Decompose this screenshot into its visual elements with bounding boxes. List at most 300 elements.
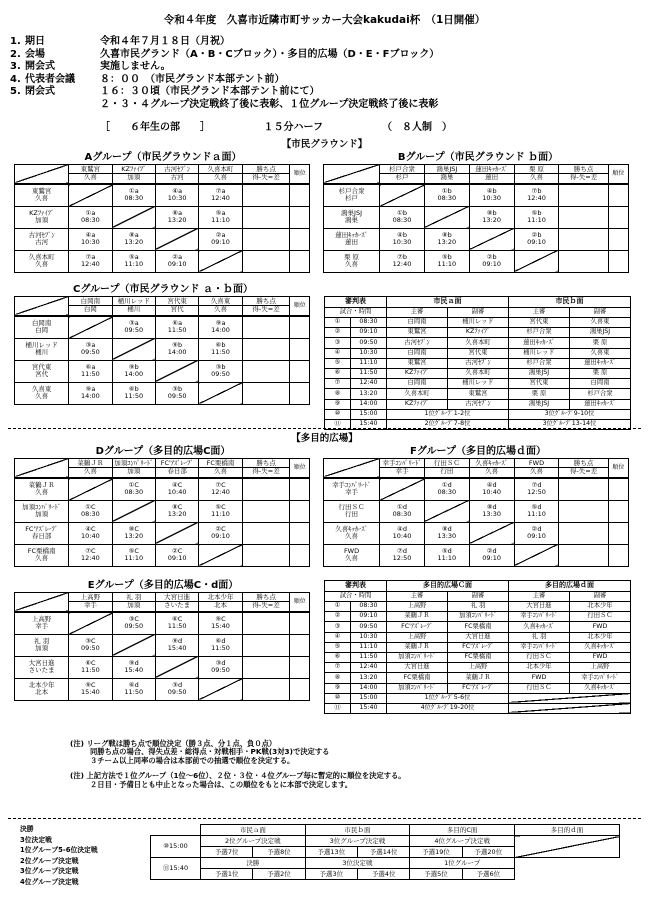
- referee: 上高野: [387, 632, 448, 642]
- team-name: 鴻巣JSJ: [341, 209, 363, 218]
- self-match-cell: [199, 250, 242, 272]
- table-row: [15, 544, 310, 566]
- match-cell: [155, 184, 198, 206]
- final-blank: [515, 858, 620, 880]
- team-name: 行田ＳＣ: [425, 460, 469, 468]
- match-cell: [69, 228, 112, 250]
- referee: 加須ｺﾝﾊﾟﾘｰﾄﾞ: [387, 683, 448, 693]
- team-city: 古河: [170, 173, 184, 182]
- match-number: ⑥a: [172, 319, 183, 328]
- final-list-item: 3位グループ決定戦: [20, 867, 79, 876]
- match-cell: [424, 228, 469, 250]
- referee: 礼 羽: [509, 632, 570, 642]
- team-name: KZﾌｧｲﾌﾞ: [113, 166, 155, 174]
- match-time: 10:30: [392, 238, 412, 246]
- final-col-head: 市民ａ面: [201, 825, 306, 836]
- match-time: 09:50: [211, 370, 230, 378]
- match-time: 09:10: [167, 554, 187, 562]
- match-time: 13:30: [437, 532, 457, 540]
- match-cell: [514, 522, 559, 544]
- table-row: [325, 642, 631, 652]
- team-header: [469, 164, 514, 184]
- team-name: FC栗橋南: [199, 460, 241, 468]
- group-table: [323, 458, 629, 567]
- match-time: 13:30: [482, 510, 502, 518]
- division-subtitle: [100, 122, 452, 134]
- referee: 北本少年: [509, 663, 570, 673]
- self-match-cell: [469, 522, 514, 544]
- match-cell: [514, 206, 559, 228]
- team-header: [112, 592, 155, 612]
- final-heading: 決勝: [20, 825, 34, 833]
- match-time: 11:10: [527, 510, 546, 518]
- points-cell: [242, 250, 290, 272]
- court-b-head: 多目的広場ｄ面: [509, 581, 631, 592]
- team-name: 礼 羽: [34, 637, 50, 646]
- team-city: 幸手: [83, 601, 97, 610]
- match-cell: [424, 184, 469, 206]
- self-match-cell: [380, 478, 425, 500]
- rank-cell: [290, 382, 310, 404]
- team-city: 久喜: [345, 554, 359, 562]
- team-city: 久喜: [35, 488, 49, 497]
- team-name: 蓮田ｷｯｶｰｽﾞ: [335, 231, 368, 240]
- match-cell: [380, 544, 425, 566]
- match-number: ④C: [85, 525, 96, 534]
- match-time: 10:30: [167, 194, 187, 203]
- team-header: [514, 164, 559, 184]
- row-team: [324, 228, 380, 250]
- match-time: 14:00: [167, 348, 187, 356]
- row-team: [15, 678, 69, 700]
- rank-cell: [608, 500, 628, 522]
- final-seed: 予選8位: [253, 847, 305, 858]
- row-team: [15, 634, 69, 656]
- table-row: [325, 663, 631, 673]
- match-number: ⑦: [325, 379, 351, 389]
- match-cell: [69, 500, 112, 522]
- match-number: ①a: [128, 187, 139, 196]
- match-number: ③C: [128, 615, 139, 624]
- match-number: ⑤d: [531, 503, 542, 512]
- referee: [509, 703, 631, 713]
- match-number: ⑧b: [486, 209, 497, 218]
- match-cell: [199, 206, 242, 228]
- referee: FWD: [570, 652, 631, 662]
- row-team: [15, 522, 69, 544]
- referee: 桶川レッド: [448, 379, 509, 389]
- team-city: 久喜: [35, 554, 49, 562]
- half-length: １５分ハーフ: [263, 122, 323, 133]
- match-number: ⑦C: [85, 547, 96, 556]
- table-row: [325, 683, 631, 693]
- info-row: [10, 99, 439, 112]
- match-time: 11:50: [351, 368, 387, 378]
- rank-cell: [290, 634, 310, 656]
- referee: 久喜ｷｯｶｰｽﾞ: [570, 642, 631, 652]
- team-name: 久喜本町: [199, 166, 241, 174]
- group-f: [323, 446, 633, 567]
- points-cell: [242, 206, 290, 228]
- referee: 宮代東: [509, 379, 570, 389]
- group-b-title: Bグループ（市民グラウンド ｂ面）: [397, 152, 559, 163]
- team-header: [199, 296, 242, 316]
- group-d: [14, 446, 312, 567]
- self-match-cell: [424, 500, 469, 522]
- rank-cell: [290, 338, 310, 360]
- referee: [509, 693, 631, 703]
- referee-table: [324, 296, 631, 430]
- team-name: 久喜本町: [28, 253, 55, 262]
- match-cell: [69, 206, 112, 228]
- team-name: 菜鶴ＪＲ: [28, 481, 55, 490]
- info-row: [10, 61, 439, 74]
- venue-heading-shimin: 【市民グラウンド】: [281, 139, 368, 150]
- referee: 蓮田ｷｯｶｰｽﾞ: [509, 338, 570, 348]
- match-number: ④C: [171, 481, 183, 490]
- row-team: [15, 500, 69, 522]
- match-number: ⑧d: [441, 525, 452, 534]
- match-number: ⑨: [325, 399, 351, 409]
- match-cell: [112, 522, 155, 544]
- team-city: 久喜: [35, 194, 49, 203]
- match-number: ⑤a: [128, 253, 139, 262]
- team-city: 久喜: [345, 532, 359, 540]
- match-number: ②a: [215, 231, 226, 240]
- team-city: 加須: [35, 644, 49, 652]
- info-row: [10, 86, 439, 99]
- referee: 久喜ｷｯｶｰｽﾞ: [570, 683, 631, 693]
- team-city: 久喜: [214, 467, 228, 476]
- table-row: [325, 348, 631, 358]
- group-a-title: Aグループ（市民グラウンドａ面）: [84, 152, 242, 163]
- final-seed: 予選14位: [357, 847, 409, 858]
- final-match: 決勝: [201, 858, 306, 869]
- match-time-head: 試合・時間: [325, 592, 387, 602]
- match-number: ③a: [128, 319, 139, 328]
- info-number: 1.: [10, 36, 21, 47]
- team-city: 白岡: [35, 326, 49, 335]
- points-cell: [242, 634, 290, 656]
- match-number: ⑤a: [215, 209, 226, 218]
- match-time: 10:30: [351, 632, 387, 642]
- team-city: 桶川: [127, 305, 141, 314]
- referee: 宮代東: [448, 348, 509, 358]
- self-match-cell: [69, 184, 112, 206]
- corner-cell: [15, 164, 69, 184]
- match-time: 14:00: [124, 370, 144, 378]
- team-name: 北本少年: [199, 594, 241, 602]
- rank-cell: [290, 184, 310, 206]
- match-number: ⑤b: [441, 253, 452, 262]
- referee: 久喜本町: [387, 389, 448, 399]
- match-time: 15:40: [124, 666, 144, 674]
- venue-heading-tamokuteki: 【多目的広場】: [291, 433, 358, 444]
- match-number: ⑦a: [215, 187, 226, 196]
- team-name: 久喜ｷｯｶｰｽﾞ: [335, 525, 368, 534]
- match-time: 13:20: [167, 216, 187, 224]
- match-number: ②C: [215, 525, 226, 534]
- table-row: [15, 206, 310, 228]
- self-match-cell: [112, 338, 155, 360]
- team-header: [469, 458, 514, 478]
- match-time: 12:40: [211, 488, 230, 497]
- match-time: 08:30: [81, 510, 100, 518]
- table-row: [15, 360, 310, 382]
- match-cell: [424, 544, 469, 566]
- team-city: さいたま: [164, 601, 191, 610]
- match-cell: [155, 382, 198, 404]
- match-cell: [69, 250, 112, 272]
- match-cell: [424, 522, 469, 544]
- team-city: 加須: [35, 510, 49, 518]
- goals-label: 得-失=差: [252, 601, 280, 610]
- match-number: ⑥C: [85, 659, 96, 668]
- rank-cell: [608, 206, 628, 228]
- match-cell: [469, 500, 514, 522]
- match-time: 09:10: [482, 260, 502, 268]
- self-match-cell: [155, 656, 198, 678]
- table-row: [325, 409, 631, 419]
- team-header: [155, 592, 198, 612]
- rank-cell: [290, 612, 310, 634]
- final-seed: 予選5位: [410, 869, 462, 880]
- match-time: 11:50: [167, 622, 187, 631]
- team-city: 宮代: [35, 370, 49, 378]
- match-number: ⑤: [325, 642, 351, 652]
- info-number: 4.: [10, 73, 21, 85]
- team-name: 行田ＳＣ: [338, 503, 365, 512]
- rank-header: 順位: [290, 164, 310, 184]
- match-cell: [69, 360, 112, 382]
- self-match-cell: [380, 184, 425, 206]
- match-time: 15:40: [351, 703, 387, 713]
- note-line: 同勝ち点の場合、得失点差・総得点・対戦相手・PK戦(3対3)で決定する: [90, 747, 330, 757]
- team-name: 杉戸合衆: [338, 187, 365, 196]
- match-number: ⑥b: [215, 341, 226, 350]
- match-number: ②C: [171, 547, 183, 556]
- final-match: 3位グループ決定戦: [305, 836, 410, 847]
- match-number: ③a: [85, 341, 96, 350]
- referee: 白岡南: [387, 318, 448, 328]
- self-match-cell: [69, 478, 112, 500]
- match-cell: [514, 228, 559, 250]
- info-number: 5.: [10, 86, 21, 97]
- points-label: 勝ち点: [243, 166, 290, 174]
- match-number: ⑤d: [441, 547, 452, 556]
- team-city: 久喜: [83, 467, 97, 476]
- referee: 桶川レッド: [509, 348, 570, 358]
- referee: 1位ｸﾞﾙｰﾌﾟ5-6位: [387, 693, 509, 703]
- info-row: [10, 74, 439, 87]
- team-city: 幸手: [345, 488, 359, 497]
- info-value: ２・３・４グループ決定戦終了後に表彰、１位グループ決定戦終了後に表彰: [100, 98, 439, 110]
- team-header: [112, 458, 155, 478]
- group-f-title: Fグループ（多目的広場ｄ面）: [409, 446, 547, 457]
- points-cell: [559, 206, 608, 228]
- points-cell: [242, 544, 290, 566]
- self-match-cell: [112, 500, 155, 522]
- points-label: 勝ち点: [243, 460, 290, 468]
- match-time: 09:50: [124, 622, 144, 631]
- match-time: 09:10: [211, 238, 230, 246]
- match-cell: [155, 678, 198, 700]
- team-city: 久喜: [485, 467, 499, 476]
- table-row: [15, 478, 310, 500]
- note-line: ２日目・予備日とも中止となった場合は、この順位をもとに本部で決定します。: [90, 779, 353, 789]
- goals-label: 得-失=差: [252, 305, 280, 314]
- match-number: ⑧C: [171, 503, 183, 512]
- row-team: [324, 250, 380, 272]
- chief-referee-head: 主審: [509, 592, 570, 602]
- match-number: ②b: [486, 253, 497, 262]
- self-match-cell: [112, 206, 155, 228]
- table-row: [324, 206, 629, 228]
- assistant-referee-head: 副審: [570, 308, 631, 318]
- self-match-cell: [69, 316, 112, 338]
- team-city: 幸手: [35, 622, 49, 631]
- final-seed: 予選7位: [201, 847, 253, 858]
- info-number: 2.: [10, 48, 21, 60]
- match-time: 10:40: [167, 488, 187, 497]
- final-seed: 予選19位: [410, 847, 462, 858]
- match-number: ③d: [172, 681, 183, 690]
- match-cell: [199, 338, 242, 360]
- match-number: ④: [325, 348, 351, 358]
- row-team: [324, 522, 380, 544]
- match-cell: [514, 478, 559, 500]
- group-table: [14, 296, 310, 405]
- referee: 東鷲宮: [448, 389, 509, 399]
- match-time: 14:00: [211, 326, 230, 335]
- team-name: 上高野: [69, 594, 111, 602]
- final-list-item: 4位グループ決定戦: [20, 877, 79, 886]
- table-row: [15, 184, 310, 206]
- referee: 菜鶴ＪＲ: [387, 612, 448, 622]
- referee: 桶川レッド: [448, 318, 509, 328]
- match-cell: [155, 612, 198, 634]
- match-number: ⑥: [325, 368, 351, 378]
- match-number: ①b: [397, 209, 407, 218]
- match-time: 13:20: [351, 389, 387, 399]
- match-number: ⑦d: [397, 547, 407, 556]
- team-city: 北本: [214, 601, 228, 610]
- team-city: 春日部: [167, 467, 187, 476]
- referee: FC栗橋南: [448, 652, 509, 662]
- note-line: (注) 上記方法で１位グループ（1位～6位）、２位・３位・４位グループ毎に暫定的に順位を決定する。: [70, 771, 406, 781]
- referee: 北本少年: [570, 602, 631, 612]
- section-divider-2: [8, 818, 641, 819]
- match-time: 12:40: [527, 194, 546, 203]
- match-time: 10:30: [351, 348, 387, 358]
- self-match-cell: [514, 250, 559, 272]
- match-number: ⑧C: [128, 525, 139, 534]
- referee: 栗 原: [570, 338, 631, 348]
- points-cell: [242, 316, 290, 338]
- match-number: ⑥a: [85, 363, 96, 372]
- info-value: 久喜市民グランド（A・B・Cブロック）・多目的広場（D・E・Fブロック）: [100, 48, 440, 60]
- referee: 1位ｸﾞﾙｰﾌﾟ1-2位: [387, 409, 509, 419]
- corner-cell: [15, 458, 69, 478]
- match-number: ④b: [486, 187, 497, 196]
- match-number: ⑨d: [172, 637, 183, 646]
- info-row: [10, 49, 439, 62]
- match-time: 09:10: [482, 554, 502, 562]
- table-row: [15, 678, 310, 700]
- group-e-title: Eグループ（多目的広場C・d面）: [87, 580, 239, 591]
- team-header: [199, 592, 242, 612]
- referee: 古河ｾﾌﾞﾝ: [448, 399, 509, 409]
- match-number: ④b: [397, 231, 407, 240]
- match-cell: [380, 522, 425, 544]
- match-number: ④: [325, 632, 351, 642]
- team-city: 春日部: [31, 532, 52, 540]
- match-time: 09:50: [81, 644, 100, 652]
- referee: 大宮日進: [509, 602, 570, 612]
- referee: 久喜本町: [448, 368, 509, 378]
- points-cell: [242, 656, 290, 678]
- match-cell: [155, 250, 198, 272]
- match-number: ③b: [172, 385, 183, 394]
- info-value: １６：３０頃（市民グランド本部テント前にて）: [100, 86, 320, 97]
- match-number: ⑨a: [85, 385, 96, 394]
- team-name: FWD: [343, 547, 360, 556]
- referee: 鴻巣JSJ: [509, 368, 570, 378]
- match-time: 09:50: [81, 348, 100, 356]
- match-time: 14:00: [351, 399, 387, 409]
- referee-table-tamokuteki: [324, 580, 631, 714]
- points-label: 勝ち点: [243, 594, 290, 602]
- match-number: ⑧d: [486, 503, 497, 512]
- self-match-cell: [514, 544, 559, 566]
- row-team: [324, 500, 380, 522]
- team-name: 加須ｺﾝﾊﾟﾘｰﾄﾞ: [22, 503, 62, 512]
- info-key: 期日: [25, 36, 45, 47]
- match-time: 08:30: [351, 318, 387, 328]
- match-number: ④d: [397, 525, 407, 534]
- match-time: 12:40: [81, 554, 100, 562]
- match-time-head: 試合・時間: [325, 308, 387, 318]
- final-match: 3位決定戦: [305, 858, 410, 869]
- match-number: ⑪: [325, 703, 351, 713]
- final-seed: 予選3位: [305, 869, 357, 880]
- row-team: [324, 478, 380, 500]
- team-name: KZﾌｧｲﾌﾞ: [29, 209, 55, 218]
- table-row: [15, 500, 310, 522]
- match-cell: [112, 678, 155, 700]
- referee: FC栗橋南: [387, 673, 448, 683]
- points-cell: [559, 228, 608, 250]
- match-time: 12:40: [392, 260, 412, 268]
- final-match: 4位グループ決定戦: [410, 836, 515, 847]
- final-list-item: 1位グループ5-6位決定戦: [20, 846, 98, 855]
- table-row: [324, 544, 629, 566]
- table-row: [325, 358, 631, 368]
- match-cell: [112, 656, 155, 678]
- referee: 行田ＳＣ: [570, 612, 631, 622]
- match-cell: [112, 382, 155, 404]
- final-schedule-table: [150, 824, 620, 880]
- match-time: 15:00: [351, 409, 387, 419]
- team-name: 蓮田ｷｯｶｰｽﾞ: [470, 166, 514, 174]
- match-number: ⑩: [325, 693, 351, 703]
- team-header: [199, 458, 242, 478]
- match-time: 15:40: [211, 622, 230, 631]
- points-cell: [242, 522, 290, 544]
- row-team: [15, 656, 69, 678]
- row-team: [15, 382, 69, 404]
- table-row: [324, 228, 629, 250]
